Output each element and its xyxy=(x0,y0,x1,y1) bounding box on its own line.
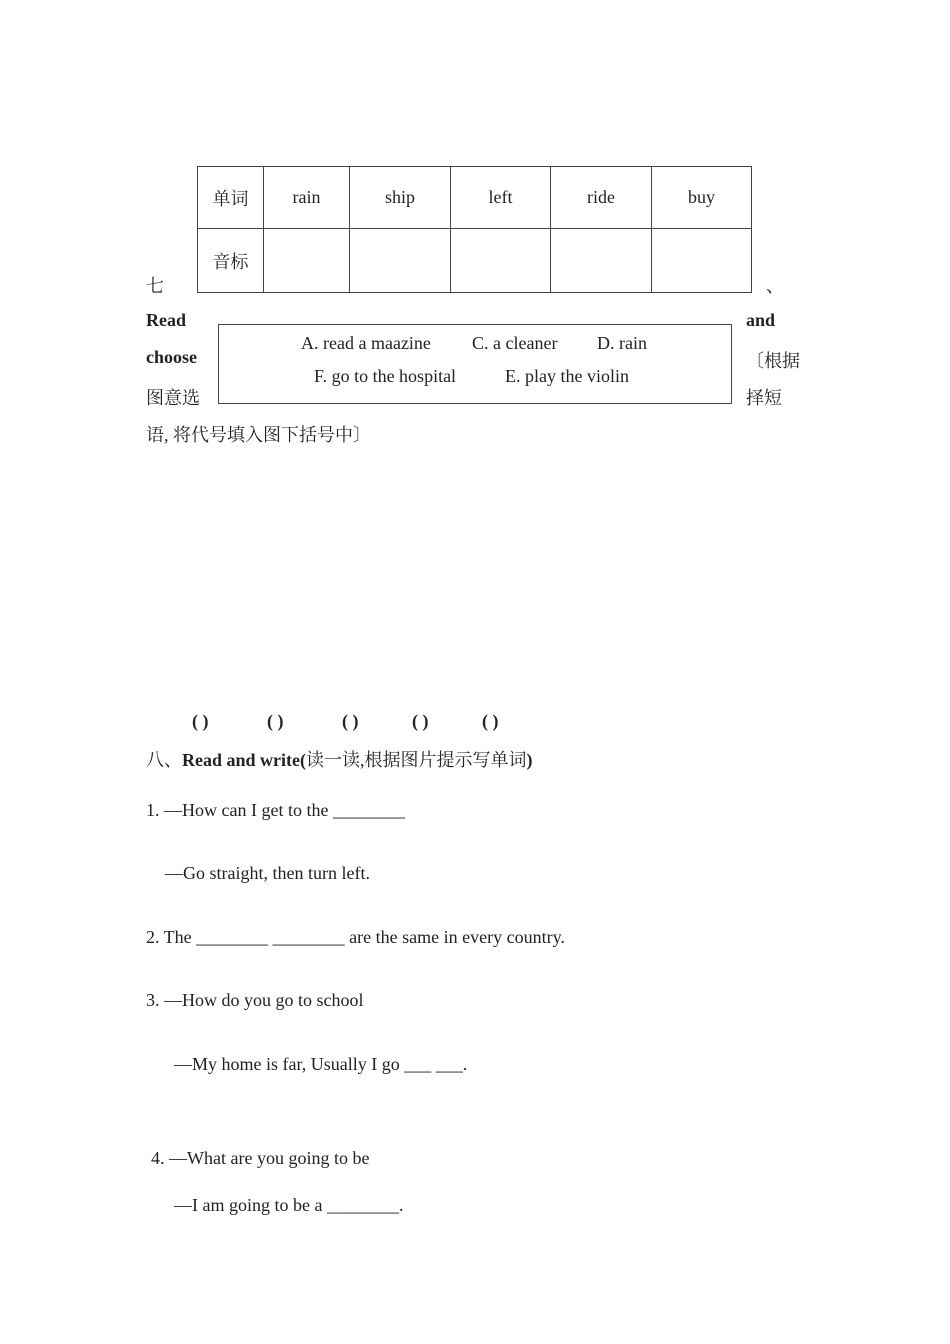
phonetic-cell[interactable] xyxy=(350,229,451,293)
instruction-left-2: choose xyxy=(146,347,197,367)
phonetic-cell[interactable] xyxy=(264,229,350,293)
question-1: 1. —How can I get to the ________ xyxy=(146,800,405,820)
answer-bracket[interactable]: ( ) xyxy=(412,711,429,731)
phonetics-table xyxy=(197,166,752,293)
question-2: 2. The ________ ________ are the same in every country. xyxy=(146,927,565,947)
option-c: C. a cleaner xyxy=(472,333,558,353)
instruction-left-1: Read xyxy=(146,310,186,330)
instruction-tail: 语, 将代号填入图下括号中〕 xyxy=(146,425,371,445)
word-cell: left xyxy=(451,167,551,229)
question-4: 4. —What are you going to be xyxy=(151,1148,370,1168)
option-f: F. go to the hospital xyxy=(314,366,457,386)
answer-bracket[interactable]: ( ) xyxy=(192,711,209,731)
answer-bracket[interactable]: ( ) xyxy=(482,711,499,731)
instruction-right-1: and xyxy=(746,310,776,330)
word-cell: ride xyxy=(551,167,652,229)
instruction-right-3: 择短 xyxy=(746,388,782,408)
option-e: E. play the violin xyxy=(505,366,629,386)
instruction-right-2: 〔根据 xyxy=(746,351,800,371)
section8-cn: 读一读,根据图片提示写单词 xyxy=(306,750,527,770)
word-cell: rain xyxy=(264,167,350,229)
row-label-word: 单词 xyxy=(198,167,264,229)
instruction-left-3: 图意选 xyxy=(146,388,200,408)
phonetic-row xyxy=(198,229,752,293)
phonetic-cell[interactable] xyxy=(551,229,652,293)
option-d: D. rain xyxy=(597,333,647,353)
section-number: 七 xyxy=(146,276,164,296)
word-row xyxy=(198,167,752,229)
section8-close: ) xyxy=(526,750,533,770)
option-a: A. read a maazine xyxy=(301,333,431,353)
phonetic-cell[interactable] xyxy=(451,229,551,293)
section8-title: Read and write( xyxy=(182,750,306,770)
answer-bracket[interactable]: ( ) xyxy=(342,711,359,731)
options-box xyxy=(218,324,732,404)
section-mark: 、 xyxy=(766,276,784,296)
word-cell: buy xyxy=(652,167,752,229)
row-label-phonetic: 音标 xyxy=(198,229,264,293)
section8-heading xyxy=(146,746,533,772)
answer-1: —Go straight, then turn left. xyxy=(165,863,370,883)
question-3: 3. —How do you go to school xyxy=(146,990,364,1010)
phonetic-cell[interactable] xyxy=(652,229,752,293)
word-cell: ship xyxy=(350,167,451,229)
answer-bracket[interactable]: ( ) xyxy=(267,711,284,731)
section8-prefix: 八、 xyxy=(146,750,182,770)
answer-4: —I am going to be a ________. xyxy=(174,1195,404,1215)
answer-3: —My home is far, Usually I go ___ ___. xyxy=(174,1054,468,1074)
